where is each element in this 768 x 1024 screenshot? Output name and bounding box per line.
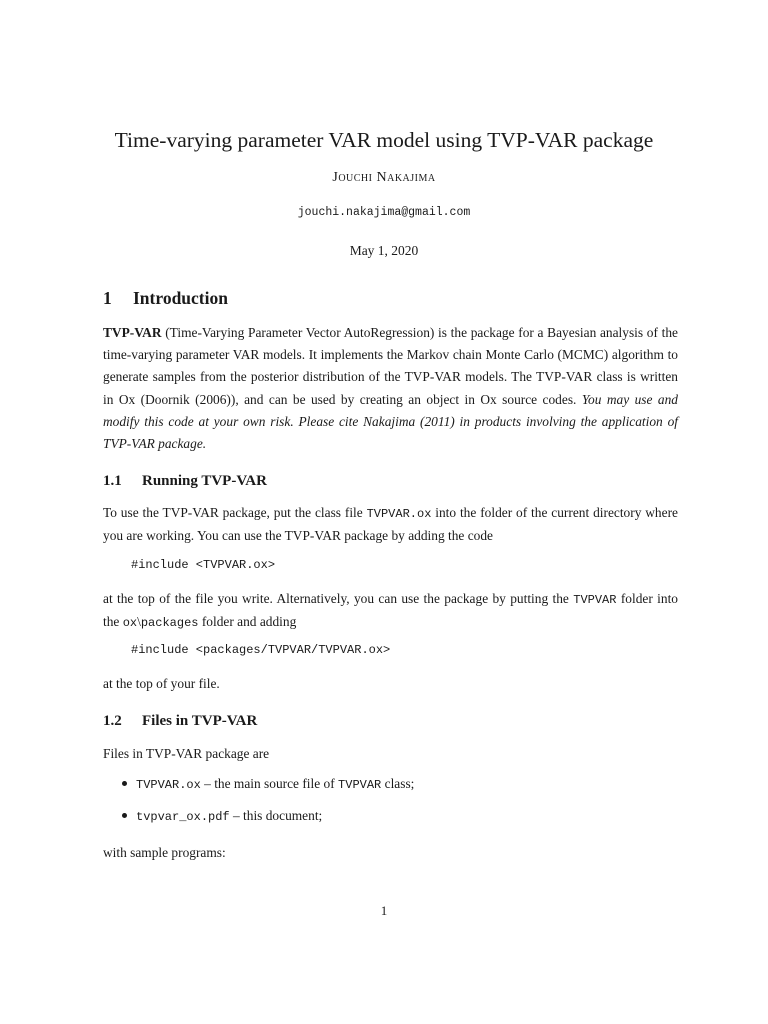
section-heading-introduction [103, 288, 228, 309]
intro-text: (Time-Varying Parameter Vector AutoRegression) is the package for a Bayesian analysis of the time-varying parameter VAR models. It implements the Markov chain Monte Carlo (MCMC) algorithm to generate samples from the posterior distribution of the TVP-VAR models. The TVP-VAR class is written in Ox (Doornik (2006)), and can be used by creating an object in Ox source codes. [103, 325, 678, 407]
file-name-part: tvpvar [136, 810, 180, 824]
class-file-name: TVPVAR.ox [366, 507, 432, 521]
running-text-b: into the folder of the current directory where you are working. You can use the TVP-VAR package by adding the code [103, 505, 678, 544]
folder-name: TVPVAR [573, 593, 617, 607]
samples-paragraph: with sample programs: [103, 845, 226, 860]
intro-paragraph [103, 322, 678, 455]
author-name: Jouchi Nakajima [332, 170, 436, 185]
packages-path [123, 616, 199, 630]
running-paragraph-3: at the top of your file. [103, 676, 220, 691]
intro-disclaimer: You may use and modify this code at your own risk. Please cite Nakajima (2011) in products involving the application of TVP-VAR package. [103, 391, 678, 452]
section-title: Introduction [133, 288, 228, 308]
bullet-icon [122, 781, 127, 786]
running-paragraph-1 [103, 502, 678, 547]
running-text-c: at the top of the file you write. Alternatively, you can use the package by putting the [103, 591, 569, 606]
subsection-title: Files in TVP-VAR [142, 713, 258, 729]
subsection-heading-files [103, 713, 257, 730]
file-description-end: class; [384, 776, 415, 791]
code-include-1: #include <TVPVAR.ox> [131, 558, 276, 572]
file-name [136, 810, 230, 824]
running-text-a: To use the TVP-VAR package, put the class file [103, 505, 363, 520]
running-text-e: folder and adding [201, 614, 297, 630]
bullet-icon [122, 813, 127, 818]
subsection-heading-running [103, 473, 267, 490]
file-description: – the main source file of [204, 776, 335, 791]
section-number: 1 [103, 288, 112, 308]
code-include-2: #include <packages/TVPVAR/TVPVAR.ox> [131, 643, 391, 657]
subsection-number: 1.2 [103, 713, 122, 729]
file-name: TVPVAR.ox [136, 778, 201, 792]
paper-title: Time-varying parameter VAR model using TVP-VAR package [114, 128, 654, 152]
file-description: – this document; [233, 808, 323, 823]
package-name: TVP-VAR [103, 325, 162, 340]
author-email: jouchi.nakajima@gmail.com [297, 206, 471, 219]
file-name-separator: _ [179, 810, 187, 824]
subsection-number: 1.1 [103, 473, 122, 489]
paper-date: May 1, 2020 [349, 243, 419, 258]
files-paragraph: Files in TVP-VAR package are [103, 746, 270, 761]
running-text-d: folder into the [103, 591, 678, 630]
list-item [122, 808, 322, 824]
path-part-packages: packages [140, 616, 199, 631]
subsection-title: Running TVP-VAR [142, 473, 267, 489]
class-name: TVPVAR [338, 778, 382, 792]
list-item [122, 776, 414, 792]
running-paragraph-2 [103, 588, 678, 634]
path-separator: \ [137, 614, 141, 630]
file-name-part: ox.pdf [186, 810, 230, 824]
page-number: 1 [380, 903, 388, 918]
path-part-ox: ox [122, 616, 138, 631]
